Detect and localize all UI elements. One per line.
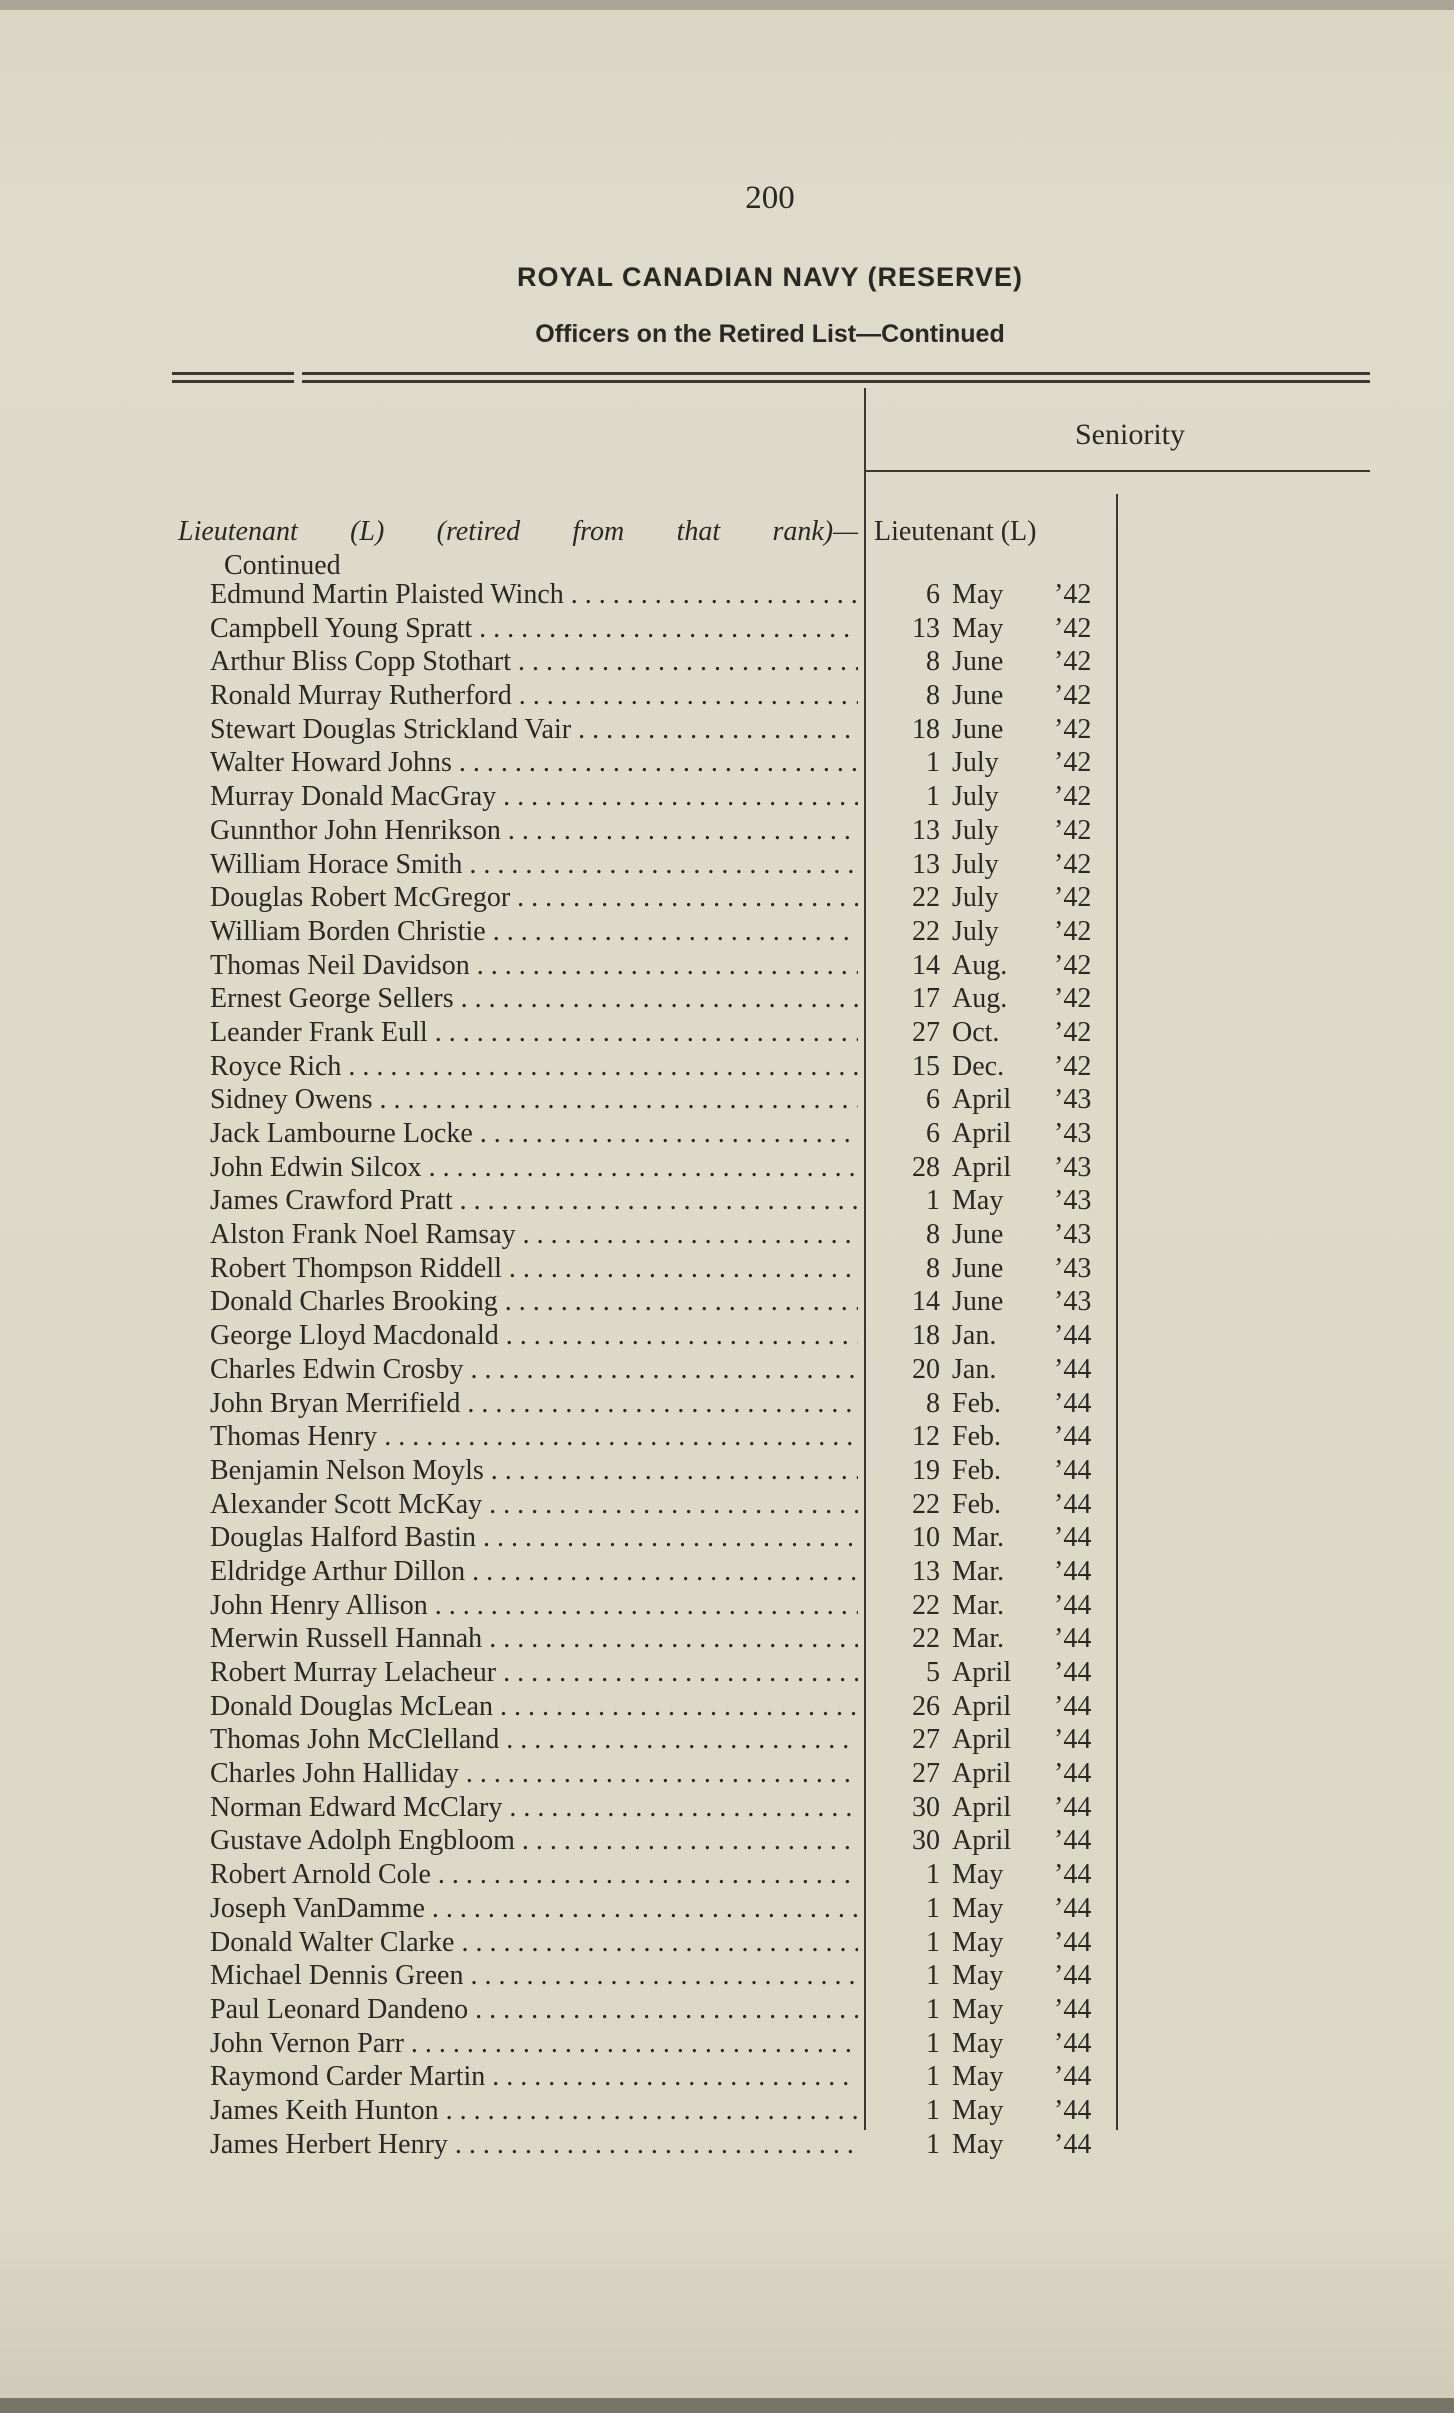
seniority-day: 22 bbox=[912, 882, 940, 914]
table-row bbox=[0, 2027, 1454, 2061]
officer-name: Gustave Adolph Engbloom . . . bbox=[210, 1824, 858, 1857]
table-row bbox=[0, 915, 1454, 949]
seniority-month: June bbox=[952, 1252, 1004, 1284]
seniority-year: ’44 bbox=[1054, 1993, 1092, 2025]
seniority-month: July bbox=[952, 814, 999, 846]
seniority-day: 30 bbox=[912, 1825, 940, 1857]
seniority-month: Mar. bbox=[952, 1623, 1005, 1655]
seniority-day: 13 bbox=[912, 1555, 940, 1587]
seniority-day: 20 bbox=[912, 1353, 940, 1385]
seniority-day: 27 bbox=[912, 1016, 940, 1048]
header-rule-short-top bbox=[172, 372, 294, 375]
seniority-year: ’42 bbox=[1054, 781, 1092, 813]
seniority-day: 1 bbox=[926, 1892, 940, 1924]
officer-name: Sidney Owens . . . bbox=[210, 1083, 858, 1116]
table-row bbox=[0, 1151, 1454, 1185]
seniority-year: ’44 bbox=[1054, 1892, 1092, 1924]
seniority-year: ’44 bbox=[1054, 1421, 1092, 1453]
seniority-subheader: Lieutenant (L) bbox=[874, 516, 1037, 547]
seniority-day: 14 bbox=[912, 949, 940, 981]
table-row bbox=[0, 1824, 1454, 1858]
table-row bbox=[0, 1858, 1454, 1892]
seniority-year: ’42 bbox=[1054, 983, 1092, 1015]
seniority-month: May bbox=[952, 1926, 1004, 1958]
officer-name: Gunnthor John Henrikson . . . bbox=[210, 814, 858, 847]
officer-name: William Borden Christie . . . bbox=[210, 915, 858, 948]
table-row bbox=[0, 1454, 1454, 1488]
seniority-year: ’42 bbox=[1054, 747, 1092, 779]
seniority-month: June bbox=[952, 1286, 1004, 1318]
table-row bbox=[0, 679, 1454, 713]
table-row bbox=[0, 1420, 1454, 1454]
seniority-year: ’44 bbox=[1054, 1791, 1092, 1823]
seniority-day: 8 bbox=[926, 646, 940, 678]
table-row bbox=[0, 1184, 1454, 1218]
seniority-year: ’44 bbox=[1054, 1353, 1092, 1385]
top-edge bbox=[0, 0, 1454, 10]
page-number: 200 bbox=[745, 180, 795, 216]
table-row bbox=[0, 1791, 1454, 1825]
table-row bbox=[0, 746, 1454, 780]
table-row bbox=[0, 881, 1454, 915]
seniority-day: 1 bbox=[926, 781, 940, 813]
table-row bbox=[0, 713, 1454, 747]
seniority-month: May bbox=[952, 579, 1004, 610]
seniority-year: ’44 bbox=[1054, 1690, 1092, 1722]
seniority-month: May bbox=[952, 1960, 1004, 1992]
seniority-year: ’43 bbox=[1054, 1084, 1092, 1116]
officer-name: John Henry Allison . . . bbox=[210, 1589, 858, 1622]
officer-name: William Horace Smith . . . bbox=[210, 848, 858, 881]
officer-name: Campbell Young Spratt . . . bbox=[210, 612, 858, 645]
officer-name: Ernest George Sellers . . . bbox=[210, 982, 858, 1015]
seniority-month: Mar. bbox=[952, 1522, 1005, 1554]
seniority-year: ’42 bbox=[1054, 1016, 1092, 1048]
seniority-day: 22 bbox=[912, 1623, 940, 1655]
table-row bbox=[0, 1555, 1454, 1589]
seniority-day: 14 bbox=[912, 1286, 940, 1318]
seniority-day: 1 bbox=[926, 1960, 940, 1992]
seniority-year: ’43 bbox=[1054, 1151, 1092, 1183]
officer-name: Charles Edwin Crosby . . . bbox=[210, 1353, 858, 1386]
seniority-month: July bbox=[952, 781, 999, 813]
table-row bbox=[0, 1252, 1454, 1286]
officer-name: Donald Walter Clarke . . . bbox=[210, 1926, 858, 1959]
seniority-month: April bbox=[952, 1084, 1012, 1116]
seniority-year: ’44 bbox=[1054, 2094, 1092, 2126]
seniority-day: 6 bbox=[926, 1118, 940, 1149]
table-row bbox=[0, 1757, 1454, 1791]
table-row bbox=[0, 1622, 1454, 1656]
officer-name: Stewart Douglas Strickland Vair . . . bbox=[210, 713, 858, 746]
seniority-day: 18 bbox=[912, 713, 940, 745]
officer-name: Norman Edward McClary . . . bbox=[210, 1791, 858, 1824]
officer-name: Royce Rich . . . bbox=[210, 1050, 858, 1083]
officer-name: George Lloyd Macdonald . . . bbox=[210, 1319, 858, 1352]
seniority-year: ’42 bbox=[1054, 646, 1092, 678]
seniority-month: Dec. bbox=[952, 1050, 1005, 1082]
seniority-day: 13 bbox=[912, 814, 940, 846]
officer-name: Ronald Murray Rutherford . . . bbox=[210, 679, 858, 712]
seniority-year: ’43 bbox=[1054, 1219, 1092, 1251]
seniority-month: June bbox=[952, 713, 1004, 745]
seniority-year: ’44 bbox=[1054, 1758, 1092, 1790]
table-row bbox=[0, 1319, 1454, 1353]
table-row bbox=[0, 1218, 1454, 1252]
seniority-year: ’42 bbox=[1054, 579, 1092, 610]
table-row bbox=[0, 814, 1454, 848]
officer-name: Donald Douglas McLean . . . bbox=[210, 1690, 858, 1723]
seniority-day: 8 bbox=[926, 1252, 940, 1284]
officer-name: Eldridge Arthur Dillon . . . bbox=[210, 1555, 858, 1588]
seniority-year: ’44 bbox=[1054, 1488, 1092, 1520]
table-row bbox=[0, 1959, 1454, 1993]
officer-name: Alston Frank Noel Ramsay . . . bbox=[210, 1218, 858, 1251]
seniority-day: 26 bbox=[912, 1690, 940, 1722]
table-row bbox=[0, 780, 1454, 814]
officer-name: Douglas Robert McGregor . . . bbox=[210, 881, 858, 914]
seniority-day: 13 bbox=[912, 848, 940, 880]
page-subtitle: Officers on the Retired List—Continued bbox=[535, 320, 1005, 348]
officer-name: James Crawford Pratt . . . bbox=[210, 1184, 858, 1217]
seniority-month: Aug. bbox=[952, 949, 1008, 981]
seniority-month: Feb. bbox=[952, 1488, 1001, 1520]
table-row bbox=[0, 1083, 1454, 1117]
officer-name: Alexander Scott McKay . . . bbox=[210, 1488, 858, 1521]
table-row bbox=[0, 2094, 1454, 2128]
seniority-month: May bbox=[952, 1185, 1004, 1217]
seniority-year: ’44 bbox=[1054, 1859, 1092, 1891]
officer-name: Raymond Carder Martin . . . bbox=[210, 2060, 858, 2093]
table-row bbox=[0, 612, 1454, 646]
section-label: Lieutenant (L) (retired from that rank)— bbox=[178, 516, 858, 547]
table-row bbox=[0, 1589, 1454, 1623]
seniority-month: May bbox=[952, 1892, 1004, 1924]
table-row bbox=[0, 1656, 1454, 1690]
seniority-month: Aug. bbox=[952, 983, 1008, 1015]
officer-name: Benjamin Nelson Moyls . . . bbox=[210, 1454, 858, 1487]
seniority-month: July bbox=[952, 915, 999, 947]
seniority-month: Feb. bbox=[952, 1421, 1001, 1453]
officer-name: Joseph VanDamme . . . bbox=[210, 1892, 858, 1925]
table-row bbox=[0, 1016, 1454, 1050]
seniority-month: May bbox=[952, 612, 1004, 644]
table-row bbox=[0, 1117, 1454, 1151]
seniority-day: 13 bbox=[912, 612, 940, 644]
seniority-day: 1 bbox=[926, 1926, 940, 1958]
seniority-year: ’42 bbox=[1054, 1050, 1092, 1082]
seniority-year: ’44 bbox=[1054, 1589, 1092, 1621]
seniority-day: 1 bbox=[926, 1993, 940, 2025]
seniority-month: Feb. bbox=[952, 1387, 1001, 1419]
officer-list bbox=[0, 578, 1454, 2161]
seniority-day: 5 bbox=[926, 1657, 940, 1688]
seniority-year: ’44 bbox=[1054, 1387, 1092, 1419]
seniority-day: 22 bbox=[912, 1589, 940, 1621]
seniority-year: ’42 bbox=[1054, 915, 1092, 947]
seniority-year: ’44 bbox=[1054, 1623, 1092, 1655]
header-rule-long-bottom bbox=[302, 380, 1370, 383]
officer-name: Douglas Halford Bastin . . . bbox=[210, 1521, 858, 1554]
officer-name: Donald Charles Brooking . . . bbox=[210, 1285, 858, 1318]
table-row bbox=[0, 848, 1454, 882]
seniority-day: 8 bbox=[926, 680, 940, 712]
table-row bbox=[0, 1521, 1454, 1555]
seniority-month: April bbox=[952, 1151, 1012, 1183]
seniority-day: 27 bbox=[912, 1758, 940, 1790]
officer-name: James Keith Hunton . . . bbox=[210, 2094, 858, 2127]
seniority-day: 30 bbox=[912, 1791, 940, 1823]
seniority-day: 22 bbox=[912, 1488, 940, 1520]
seniority-year: ’44 bbox=[1054, 1724, 1092, 1756]
table-row bbox=[0, 2060, 1454, 2094]
seniority-day: 6 bbox=[926, 1084, 940, 1116]
seniority-month: April bbox=[952, 1657, 1012, 1688]
seniority-year: ’42 bbox=[1054, 949, 1092, 981]
seniority-month: May bbox=[952, 2128, 1004, 2160]
seniority-day: 17 bbox=[912, 983, 940, 1015]
officer-name: Michael Dennis Green . . . bbox=[210, 1959, 858, 1992]
seniority-month: Mar. bbox=[952, 1555, 1005, 1587]
seniority-month: Jan. bbox=[952, 1353, 997, 1385]
officer-name: Walter Howard Johns . . . bbox=[210, 746, 858, 779]
seniority-day: 1 bbox=[926, 1859, 940, 1891]
seniority-year: ’43 bbox=[1054, 1185, 1092, 1217]
officer-name: Jack Lambourne Locke . . . bbox=[210, 1117, 858, 1150]
officer-name: Thomas Henry . . . bbox=[210, 1420, 858, 1453]
header-rule-long-top bbox=[302, 372, 1370, 375]
seniority-year: ’42 bbox=[1054, 814, 1092, 846]
officer-name: Charles John Halliday . . . bbox=[210, 1757, 858, 1790]
officer-name: Murray Donald MacGray . . . bbox=[210, 780, 858, 813]
seniority-year: ’44 bbox=[1054, 2128, 1092, 2160]
seniority-year: ’43 bbox=[1054, 1118, 1092, 1149]
seniority-day: 1 bbox=[926, 1185, 940, 1217]
seniority-year: ’44 bbox=[1054, 2027, 1092, 2059]
seniority-day: 1 bbox=[926, 2128, 940, 2160]
table-row bbox=[0, 1285, 1454, 1319]
seniority-month: Mar. bbox=[952, 1589, 1005, 1621]
seniority-month: July bbox=[952, 848, 999, 880]
seniority-month: July bbox=[952, 747, 999, 779]
seniority-month: May bbox=[952, 1993, 1004, 2025]
table-row bbox=[0, 1488, 1454, 1522]
officer-name: John Vernon Parr . . . bbox=[210, 2027, 858, 2060]
page-title: ROYAL CANADIAN NAVY (RESERVE) bbox=[516, 262, 1024, 292]
seniority-day: 12 bbox=[912, 1421, 940, 1453]
seniority-day: 1 bbox=[926, 747, 940, 779]
officer-name: Edmund Martin Plaisted Winch . . . bbox=[210, 578, 858, 611]
seniority-month: May bbox=[952, 2061, 1004, 2093]
header-rule-short-bottom bbox=[172, 380, 294, 383]
seniority-day: 19 bbox=[912, 1454, 940, 1486]
seniority-year: ’42 bbox=[1054, 882, 1092, 914]
officer-name: Robert Thompson Riddell . . . bbox=[210, 1252, 858, 1285]
seniority-day: 27 bbox=[912, 1724, 940, 1756]
seniority-year: ’44 bbox=[1054, 1926, 1092, 1958]
officer-name: Arthur Bliss Copp Stothart . . . bbox=[210, 645, 858, 678]
officer-name: Paul Leonard Dandeno . . . bbox=[210, 1993, 858, 2026]
section-continued: Continued bbox=[224, 550, 341, 581]
seniority-month: May bbox=[952, 2027, 1004, 2059]
seniority-month: May bbox=[952, 2094, 1004, 2126]
seniority-month: June bbox=[952, 680, 1004, 712]
bottom-edge bbox=[0, 2398, 1454, 2413]
table-row bbox=[0, 1690, 1454, 1724]
table-row bbox=[0, 1050, 1454, 1084]
seniority-year: ’43 bbox=[1054, 1286, 1092, 1318]
table-row bbox=[0, 1353, 1454, 1387]
seniority-column-header: Seniority bbox=[1075, 418, 1185, 451]
table-row bbox=[0, 578, 1454, 612]
seniority-day: 8 bbox=[926, 1387, 940, 1419]
seniority-year: ’44 bbox=[1054, 1825, 1092, 1857]
officer-name: Thomas John McClelland . . . bbox=[210, 1723, 858, 1756]
seniority-year: ’44 bbox=[1054, 1960, 1092, 1992]
officer-name: Robert Arnold Cole . . . bbox=[210, 1858, 858, 1891]
seniority-year: ’42 bbox=[1054, 612, 1092, 644]
seniority-year: ’42 bbox=[1054, 713, 1092, 745]
seniority-day: 8 bbox=[926, 1219, 940, 1251]
seniority-month: April bbox=[952, 1724, 1012, 1756]
seniority-day: 1 bbox=[926, 2094, 940, 2126]
seniority-month: May bbox=[952, 1859, 1004, 1891]
seniority-month: July bbox=[952, 882, 999, 914]
seniority-year: ’44 bbox=[1054, 2061, 1092, 2093]
seniority-month: April bbox=[952, 1791, 1012, 1823]
seniority-month: Oct. bbox=[952, 1016, 1000, 1048]
seniority-day: 1 bbox=[926, 2027, 940, 2059]
table-row bbox=[0, 982, 1454, 1016]
seniority-month: June bbox=[952, 1219, 1004, 1251]
seniority-day: 10 bbox=[912, 1522, 940, 1554]
officer-name: Merwin Russell Hannah . . . bbox=[210, 1622, 858, 1655]
table-row bbox=[0, 1723, 1454, 1757]
table-row bbox=[0, 1993, 1454, 2027]
seniority-year: ’44 bbox=[1054, 1320, 1092, 1352]
table-row bbox=[0, 2128, 1454, 2162]
table-row bbox=[0, 1926, 1454, 1960]
seniority-day: 22 bbox=[912, 915, 940, 947]
seniority-year: ’44 bbox=[1054, 1555, 1092, 1587]
seniority-day: 18 bbox=[912, 1320, 940, 1352]
table-row bbox=[0, 1892, 1454, 1926]
seniority-year: ’44 bbox=[1054, 1454, 1092, 1486]
seniority-day: 6 bbox=[926, 579, 940, 610]
seniority-year: ’44 bbox=[1054, 1522, 1092, 1554]
seniority-year: ’43 bbox=[1054, 1252, 1092, 1284]
officer-name: Thomas Neil Davidson . . . bbox=[210, 949, 858, 982]
seniority-month: April bbox=[952, 1690, 1012, 1722]
officer-name: John Bryan Merrifield . . . bbox=[210, 1387, 858, 1420]
officer-name: John Edwin Silcox . . . bbox=[210, 1151, 858, 1184]
seniority-year: ’44 bbox=[1054, 1657, 1092, 1688]
seniority-month: Jan. bbox=[952, 1320, 997, 1352]
officer-name: James Herbert Henry . . . bbox=[210, 2128, 858, 2161]
table-row bbox=[0, 1387, 1454, 1421]
seniority-header-rule bbox=[866, 470, 1370, 472]
seniority-year: ’42 bbox=[1054, 848, 1092, 880]
seniority-month: Feb. bbox=[952, 1454, 1001, 1486]
seniority-month: April bbox=[952, 1825, 1012, 1857]
seniority-day: 28 bbox=[912, 1151, 940, 1183]
seniority-month: April bbox=[952, 1118, 1012, 1149]
seniority-day: 1 bbox=[926, 2061, 940, 2093]
seniority-month: April bbox=[952, 1758, 1012, 1790]
seniority-day: 15 bbox=[912, 1050, 940, 1082]
table-row bbox=[0, 645, 1454, 679]
seniority-year: ’42 bbox=[1054, 680, 1092, 712]
seniority-month: June bbox=[952, 646, 1004, 678]
table-row bbox=[0, 949, 1454, 983]
officer-name: Robert Murray Lelacheur . . . bbox=[210, 1656, 858, 1689]
officer-name: Leander Frank Eull . . . bbox=[210, 1016, 858, 1049]
